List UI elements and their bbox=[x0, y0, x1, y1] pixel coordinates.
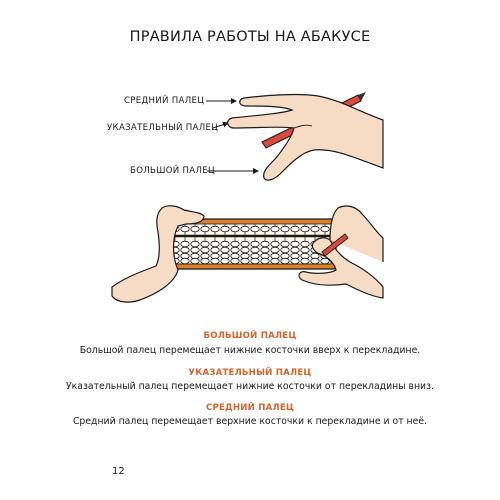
heading-index-finger: УКАЗАТЕЛЬНЫЙ ПАЛЕЦ bbox=[188, 368, 312, 378]
index-finger-pointer bbox=[213, 123, 228, 128]
text-middle-finger: Средний палец перемещает верхние косточки к перекладине и от неё. bbox=[72, 416, 428, 427]
page-number: 12 bbox=[112, 466, 125, 477]
label-index-finger: УКАЗАТЕЛЬНЫЙ ПАЛЕЦ bbox=[107, 123, 219, 133]
text-thumb: Большой палец перемещает нижние косточки вверх к перекладине. bbox=[79, 345, 421, 356]
abacus bbox=[165, 219, 336, 269]
hand-with-pencil bbox=[228, 92, 383, 180]
text-index-finger: Указательный палец перемещает нижние косточки от перекладины вниз. bbox=[66, 381, 434, 392]
page-title: ПРАВИЛА РАБОТЫ НА АБАКУСЕ bbox=[129, 29, 371, 45]
heading-middle-finger: СРЕДНИЙ ПАЛЕЦ bbox=[205, 403, 295, 413]
label-middle-finger: СРЕДНИЙ ПАЛЕЦ bbox=[124, 96, 205, 106]
heading-thumb: БОЛЬШОЙ ПАЛЕЦ bbox=[203, 331, 297, 341]
label-thumb: БОЛЬШОЙ ПАЛЕЦ bbox=[130, 166, 215, 176]
